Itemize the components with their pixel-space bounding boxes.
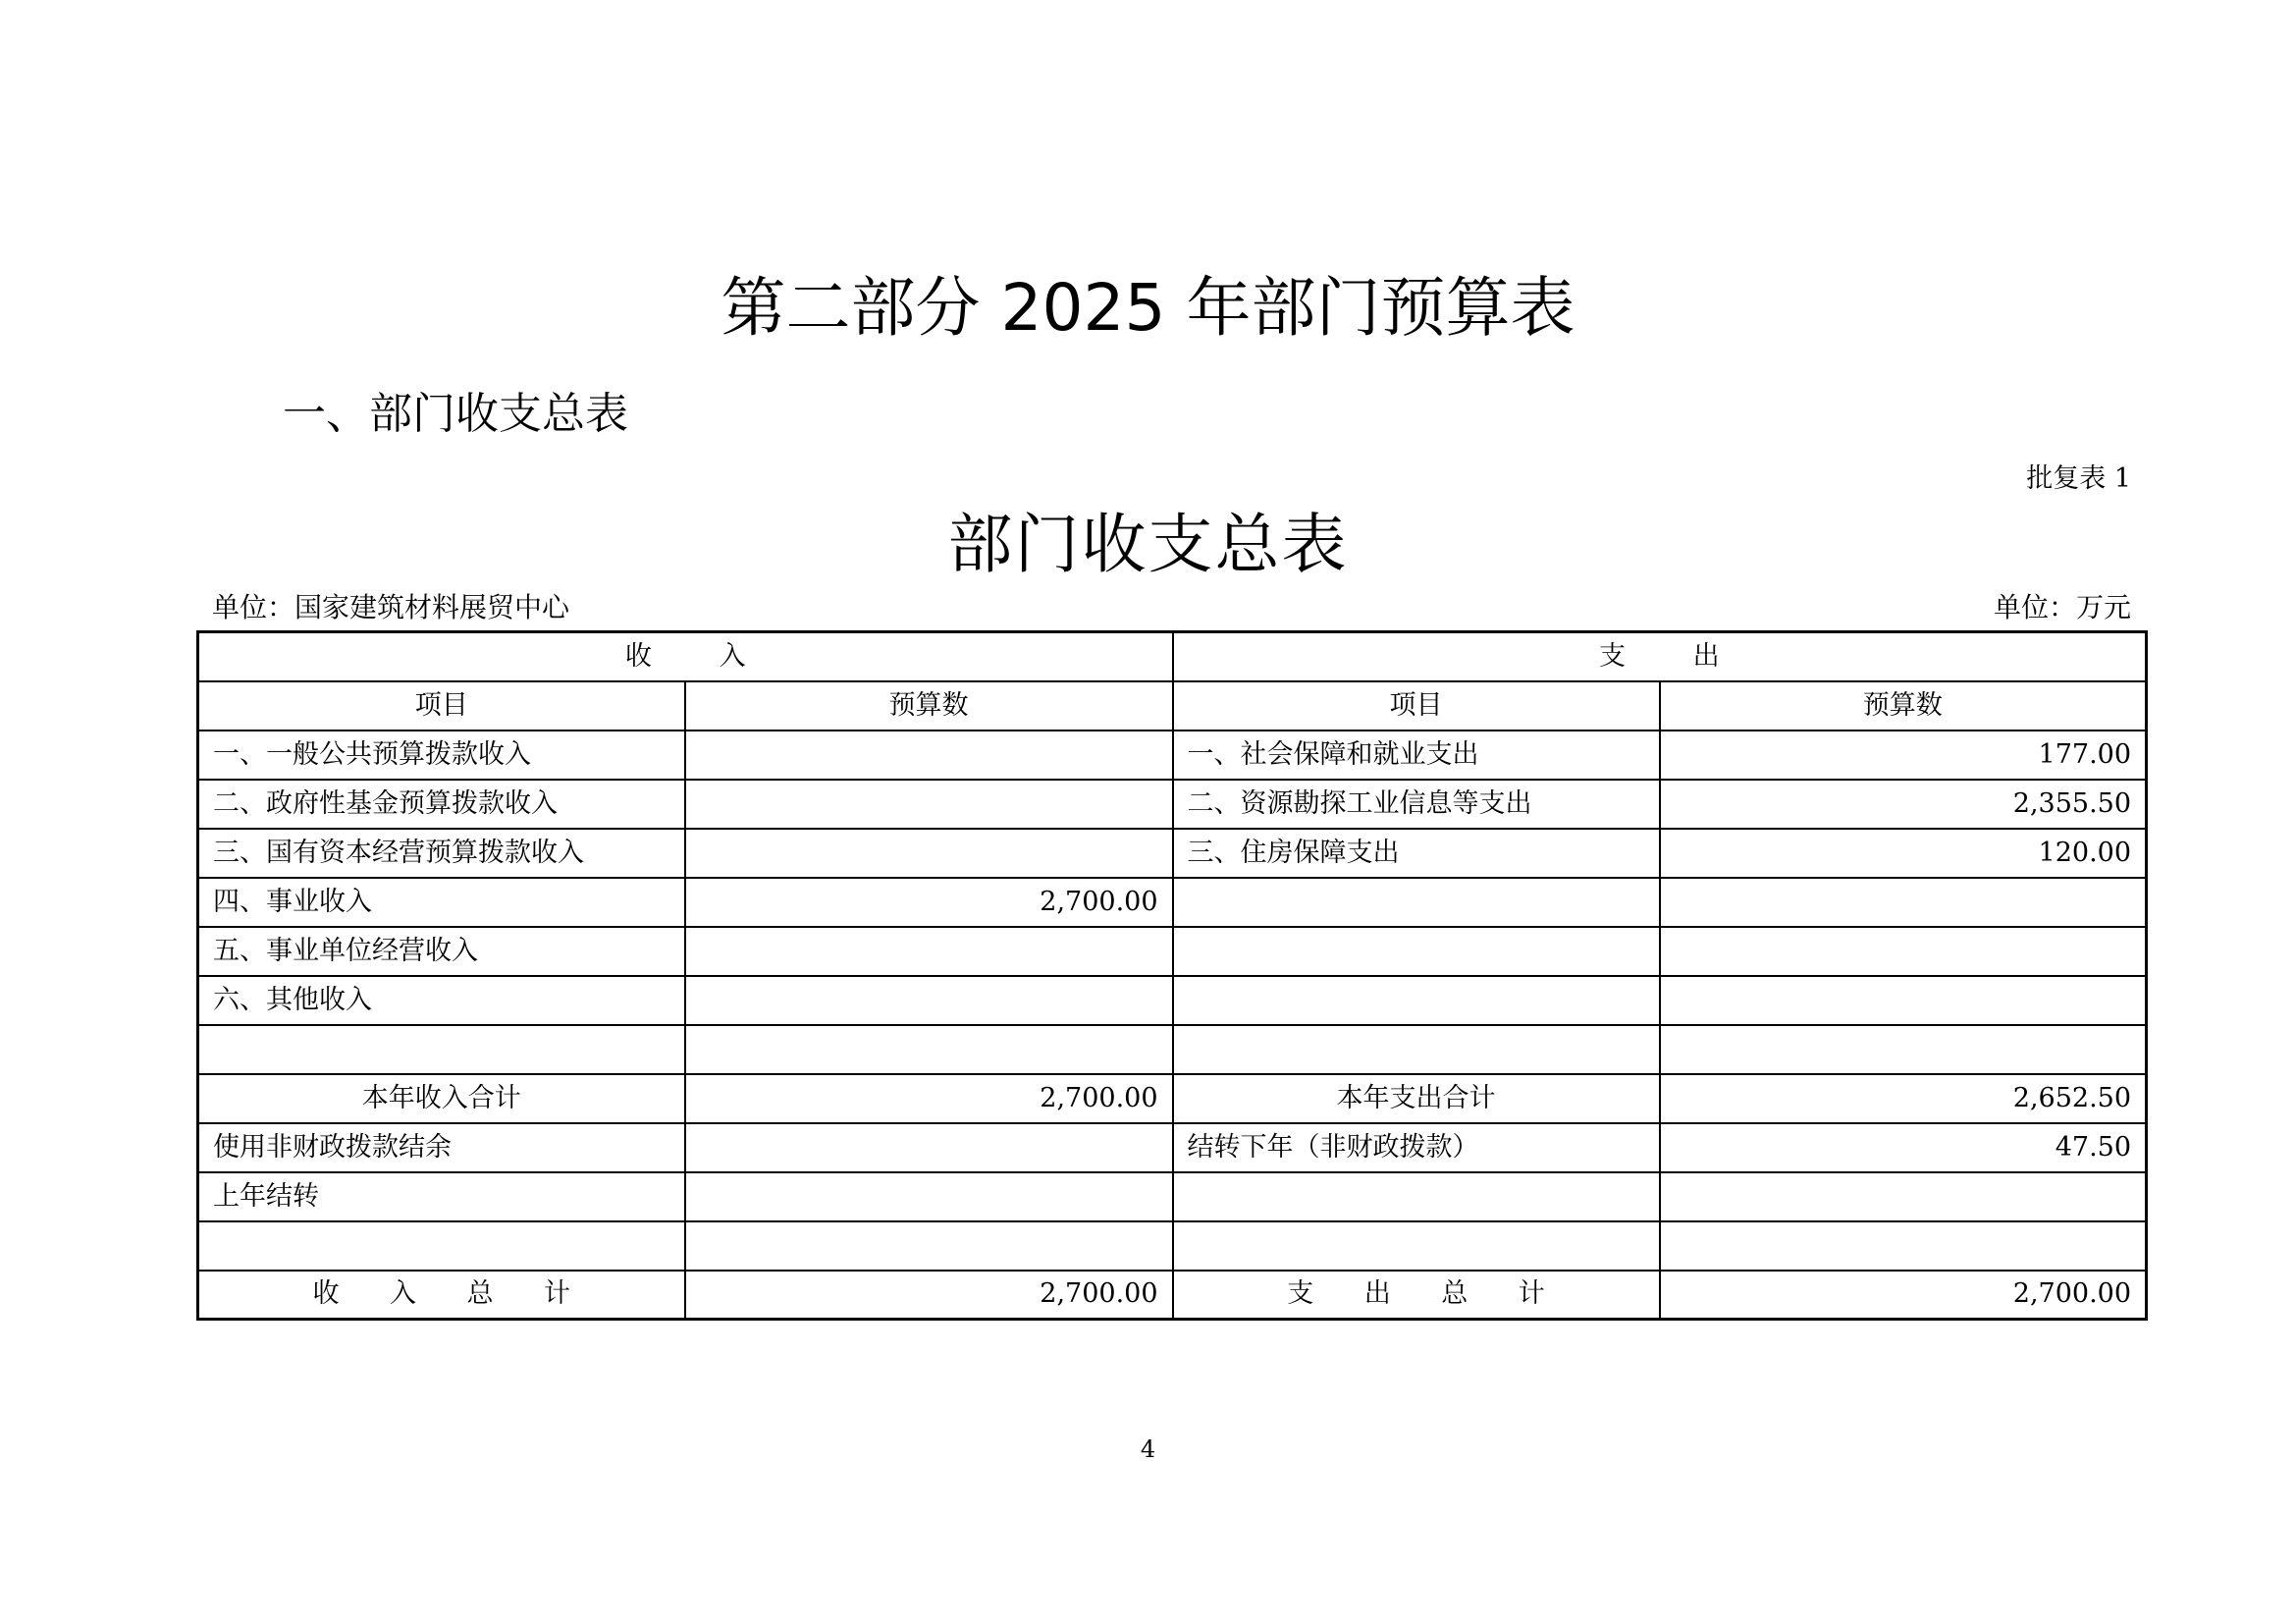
expense-item-header: 项目	[1173, 681, 1660, 731]
income-item: 使用非财政拨款结余	[198, 1123, 685, 1172]
income-total-label: 收 入 总 计	[198, 1271, 685, 1320]
expense-subtotal-amount: 2,652.50	[1660, 1074, 2147, 1123]
expense-amount	[1660, 1025, 2147, 1074]
table-row	[198, 829, 2147, 878]
expense-budget-header: 预算数	[1660, 681, 2147, 731]
income-item: 上年结转	[198, 1172, 685, 1221]
expense-item	[1173, 1025, 1660, 1074]
total-row	[198, 1271, 2147, 1320]
income-item: 一、一般公共预算拨款收入	[198, 731, 685, 780]
expense-item: 三、住房保障支出	[1173, 829, 1660, 878]
expense-amount	[1660, 927, 2147, 976]
expense-amount: 2,355.50	[1660, 780, 2147, 829]
expense-total-amount: 2,700.00	[1660, 1271, 2147, 1320]
table-row	[198, 1221, 2147, 1271]
unit-currency: 单位：万元	[1993, 591, 2131, 623]
expense-subtotal-label: 本年支出合计	[1173, 1074, 1660, 1123]
table-title: 部门收支总表	[947, 507, 1349, 582]
income-amount	[685, 829, 1173, 878]
income-item: 五、事业单位经营收入	[198, 927, 685, 976]
income-amount	[685, 780, 1173, 829]
income-amount: 2,700.00	[685, 878, 1173, 927]
expense-amount	[1660, 1172, 2147, 1221]
income-budget-header: 预算数	[685, 681, 1173, 731]
expense-item	[1173, 1221, 1660, 1271]
income-amount	[685, 976, 1173, 1025]
expense-amount: 120.00	[1660, 829, 2147, 878]
budget-summary-table	[196, 630, 2148, 1321]
page-number: 4	[1140, 1435, 1156, 1463]
expense-total-label: 支 出 总 计	[1173, 1271, 1660, 1320]
income-amount	[685, 1025, 1173, 1074]
table-row	[198, 1172, 2147, 1221]
table-row	[198, 976, 2147, 1025]
expense-header: 支 出	[1173, 632, 2147, 681]
table-row	[198, 731, 2147, 780]
table-row	[198, 1025, 2147, 1074]
income-total-amount: 2,700.00	[685, 1271, 1173, 1320]
table-row	[198, 927, 2147, 976]
expense-item	[1173, 976, 1660, 1025]
income-amount	[685, 1172, 1173, 1221]
table-row	[198, 878, 2147, 927]
income-item: 三、国有资本经营预算拨款收入	[198, 829, 685, 878]
income-item	[198, 1221, 685, 1271]
expense-item	[1173, 878, 1660, 927]
expense-amount	[1660, 1221, 2147, 1271]
part-title: 第二部分 2025 年部门预算表	[721, 270, 1575, 346]
expense-item: 结转下年（非财政拨款）	[1173, 1123, 1660, 1172]
income-item-header: 项目	[198, 681, 685, 731]
group-header-row	[198, 632, 2147, 681]
unit-organization: 单位：国家建筑材料展贸中心	[212, 591, 570, 623]
subtotal-row	[198, 1074, 2147, 1123]
income-header: 收 入	[198, 632, 1173, 681]
income-amount	[685, 1123, 1173, 1172]
income-amount	[685, 731, 1173, 780]
expense-amount	[1660, 878, 2147, 927]
income-item: 六、其他收入	[198, 976, 685, 1025]
expense-item: 一、社会保障和就业支出	[1173, 731, 1660, 780]
column-header-row	[198, 681, 2147, 731]
expense-item	[1173, 927, 1660, 976]
expense-item	[1173, 1172, 1660, 1221]
income-item: 四、事业收入	[198, 878, 685, 927]
table-row	[198, 1123, 2147, 1172]
income-item	[198, 1025, 685, 1074]
form-number: 批复表 1	[2026, 463, 2131, 494]
expense-amount	[1660, 976, 2147, 1025]
expense-amount: 177.00	[1660, 731, 2147, 780]
income-subtotal-amount: 2,700.00	[685, 1074, 1173, 1123]
income-subtotal-label: 本年收入合计	[198, 1074, 685, 1123]
income-item: 二、政府性基金预算拨款收入	[198, 780, 685, 829]
expense-item: 二、资源勘探工业信息等支出	[1173, 780, 1660, 829]
income-amount	[685, 927, 1173, 976]
table-row	[198, 780, 2147, 829]
section-title: 一、部门收支总表	[283, 389, 628, 439]
income-amount	[685, 1221, 1173, 1271]
expense-amount: 47.50	[1660, 1123, 2147, 1172]
